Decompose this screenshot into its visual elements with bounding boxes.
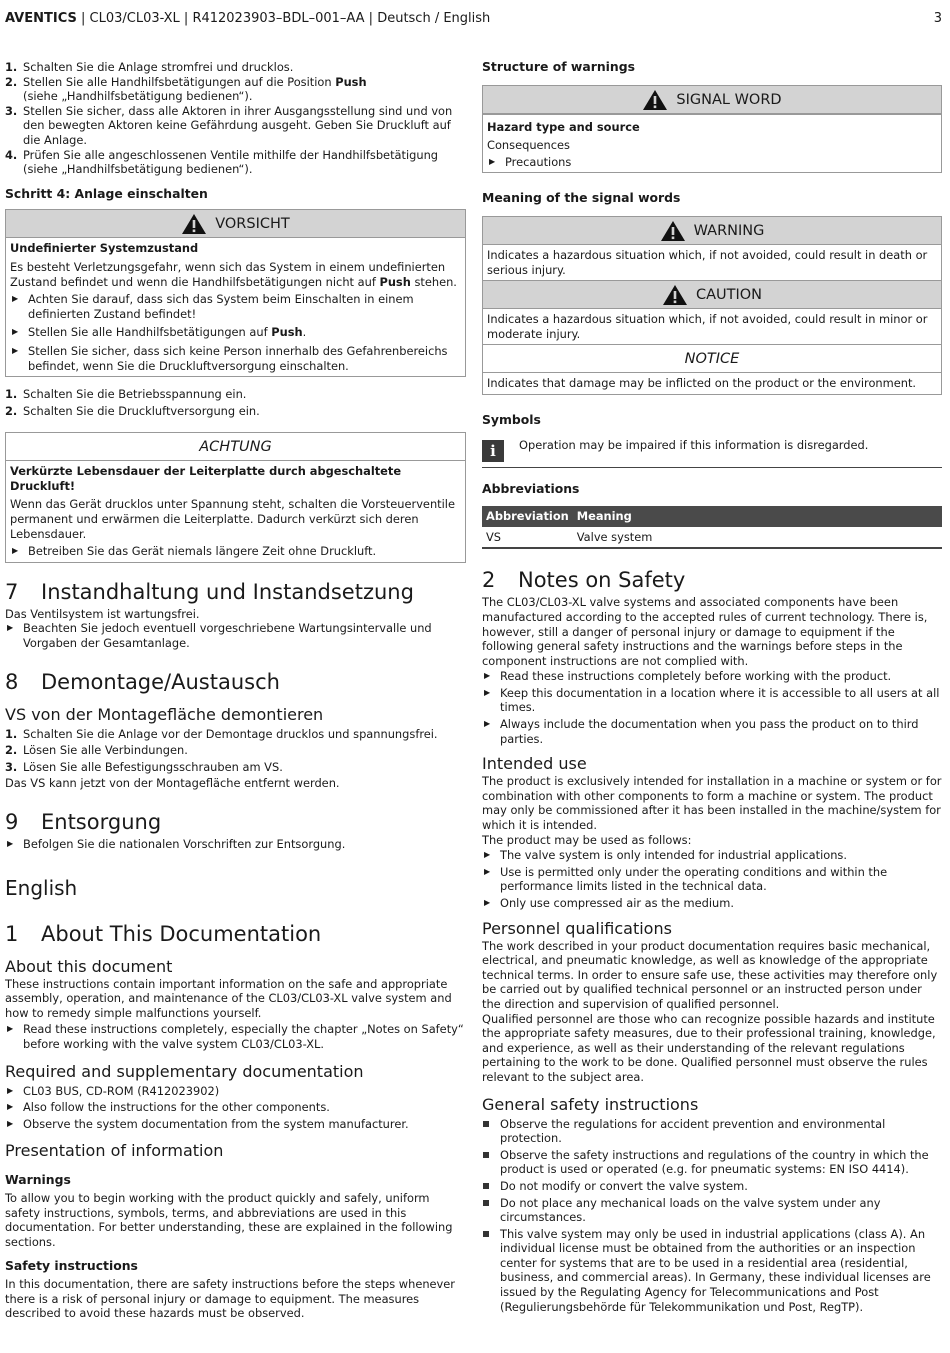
list-item: This valve system may only be used in industrial applications (class A). An individual license must be obtained from the authorities or an inspection center for systems that are to be used in a residential area (residential, business, and commercial areas). In Germany, these individual licenses are issued by the Regulating Agency for Telecommunications and Post (Regulierungsbehörde für Telekommunikation und Post, RegTP). <box>482 1227 942 1315</box>
paragraph: In this documentation, there are safety instructions before the steps whenever there is a risk of personal injury or damage to equipment. The measures described to avoid these hazards must be observed. <box>5 1276 455 1321</box>
hazard-title: Hazard type and source <box>487 119 640 134</box>
caution-box <box>5 209 466 377</box>
right-column <box>482 60 942 1314</box>
list-item: 2. Schalten Sie die Druckluftversorgung ein. <box>5 403 260 418</box>
sub-heading: VS von der Montagefläche demontieren <box>5 704 324 724</box>
paragraph: These instructions contain important information on the safe and appropriate assembly, operation, and maintenance of the CL03/CL03-XL valve system and how to remedy simple malfunctions yourself. <box>5 976 452 1020</box>
list-item: 3. Lösen Sie alle Befestigungsschrauben am VS. <box>5 759 283 774</box>
hazard-text: Es besteht Verletzungsgefahr, wenn sich das System in einem undefinierten Zustand befindet und wenn die Handhilfsbetätigungen nicht auf Push stehen. <box>10 259 457 289</box>
steps-list <box>5 387 466 418</box>
table-header: Abbreviation <box>482 506 573 527</box>
paragraph: The product may be used as follows: <box>482 832 692 847</box>
section-heading: 2 Notes on Safety <box>482 568 686 593</box>
list-item: 4. Prüfen Sie alle angeschlossenen Ventile mithilfe der Handhilfsbetätigung (siehe „Handhilfsbetätigung bedienen“). <box>5 147 439 177</box>
minor-heading: Safety instructions <box>5 1258 138 1274</box>
hazard-title: Undefinierter Systemzustand <box>10 241 199 256</box>
paragraph: Das Ventilsystem ist wartungsfrei. <box>5 606 200 621</box>
page-number: 3 <box>933 11 942 26</box>
hazard-text: Wenn das Gerät drucklos unter Spannung steht, schalten die Vorsteuerventile permanent und erwärmen die Leiterplatte. Dadurch verkürzt sich deren Lebensdauer. <box>10 497 455 541</box>
signal-bar: WARNING <box>483 217 941 245</box>
list-item: Observe the safety instructions and regulations of the country in which the product is used or operated (e.g. for pneumatic systems: EN ISO 4414). <box>482 1148 942 1177</box>
list-item: ▶ Also follow the instructions for the other components. <box>7 1100 330 1115</box>
section-heading: 7 Instandhaltung und Instandsetzung <box>5 579 414 604</box>
list-item: ▶ Stellen Sie alle Handhilfsbetätigungen auf Push. <box>12 325 307 340</box>
section-heading: 1 About This Documentation <box>5 921 322 946</box>
hazard-title: Verkürzte Lebensdauer der Leiterplatte durch abgeschaltete Druckluft! <box>10 464 402 493</box>
list-item: ▶ Only use compressed air as the medium. <box>484 896 734 910</box>
signal-meaning: Indicates that damage may be inflicted on the product or the environment. <box>487 376 917 391</box>
list-item: Do not place any mechanical loads on the valve system under any circumstances. <box>482 1196 942 1225</box>
symbol-text: Operation may be impaired if this information is disregarded. <box>519 437 869 452</box>
notice-box <box>5 432 466 563</box>
minor-heading: Meaning of the signal words <box>482 190 681 206</box>
list-item: ▶ Keep this documentation in a location where it is accessible to all users at all times. <box>484 685 940 715</box>
list-item: ▶ Use is permitted only under the operating conditions and within the performance limits listed in the technical data. <box>484 864 888 894</box>
sub-heading: About this document <box>5 956 173 976</box>
signal-words-box <box>482 216 942 395</box>
sub-heading: Personnel qualifications <box>482 918 672 938</box>
language-heading: English <box>5 875 78 900</box>
step-heading: Schritt 4: Anlage einschalten <box>5 185 208 201</box>
header-info: | CL03/CL03-XL | R412023903–BDL–001–AA | Deutsch / English <box>76 11 491 26</box>
signal-bar: CAUTION <box>483 281 941 309</box>
page-header <box>5 11 945 27</box>
list-item: ▶ The valve system is only intended for industrial applications. <box>484 848 847 863</box>
list-item: ▶ CL03 BUS, CD-ROM (R412023902) <box>7 1083 220 1098</box>
list-item: 2. Stellen Sie alle Handhilfsbetätigungen auf die Position Push (siehe „Handhilfsbetätigung bedienen“). <box>5 74 367 104</box>
list-item: Observe the regulations for accident prevention and environmental protection. <box>482 1117 942 1146</box>
warning-icon <box>642 89 668 111</box>
left-column <box>5 60 466 1321</box>
paragraph: The product is exclusively intended for installation in a machine or system or for combination with other components to form a machine or system. The product may only be commissioned after it has been installed in the machine/system for which it is intended. <box>482 774 942 833</box>
section-heading: 9 Entsorgung <box>5 810 162 834</box>
warning-icon <box>660 220 686 242</box>
list-item: ▶ Betreiben Sie das Gerät niemals längere Zeit ohne Druckluft. <box>12 544 377 559</box>
info-icon: i <box>482 440 504 462</box>
list-item: ▶ Befolgen Sie die nationalen Vorschriften zur Entsorgung. <box>7 837 346 851</box>
section-heading: 8 Demontage/Austausch <box>5 669 280 694</box>
signal-meaning: Indicates a hazardous situation which, if not avoided, could result in minor or moderate injury. <box>487 312 928 341</box>
list-item: 1. Schalten Sie die Anlage vor der Demontage drucklos und spannungsfrei. <box>5 726 438 741</box>
signal-bar: NOTICE <box>483 345 941 373</box>
table-header: Meaning <box>573 506 942 527</box>
sub-heading: Intended use <box>482 754 587 774</box>
abbreviation-table <box>482 506 942 549</box>
list-item: 1. Schalten Sie die Anlage stromfrei und drucklos. <box>5 60 294 74</box>
paragraph: Qualified personnel are those who can recognize possible hazards and institute the appropriate safety measures, due to their professional training, knowledge, and experience, as well as their understanding of the relevant regulations pertaining to the work to be done. Qualified personnel must observe the rules relevant to the subject area. <box>482 1011 936 1084</box>
minor-heading: Warnings <box>5 1172 71 1188</box>
warning-icon <box>662 284 688 306</box>
list-item: 2. Lösen Sie alle Verbindungen. <box>5 743 188 758</box>
brand: AVENTICS <box>5 11 77 26</box>
signal-bar: SIGNAL WORD <box>483 86 941 114</box>
paragraph: The work described in your product documentation requires basic mechanical, electrical, and pneumatic knowledge, as well as knowledge of the appropriate technical terms. In order to ensure safe use, these activities may therefore only be carried out by qualified technical personnel or an instructed person under the direction and supervision of qualified personnel. <box>482 938 938 1011</box>
list-item: ▶ Read these instructions completely, especially the chapter „Notes on Safety“ before working with the valve system CL03/CL03-XL. <box>7 1022 464 1051</box>
list-item: Do not modify or convert the valve system. <box>482 1179 942 1194</box>
paragraph: To allow you to begin working with the product quickly and safely, uniform safety instructions, symbols, terms, and abbreviations are used in this documentation. For better understanding, these are explained in the following sections. <box>5 1190 453 1249</box>
signal-bar: ACHTUNG <box>6 433 465 461</box>
warning-structure-box <box>482 85 942 174</box>
list-item: ▶ Stellen Sie sicher, dass sich keine Person innerhalb des Gefahrenbereichs befindet, wenn Sie die Druckluftversorgung einschalten. <box>12 343 448 373</box>
symbol-row <box>482 436 942 468</box>
list-item: 3. Stellen Sie sicher, dass alle Aktoren in ihrer Ausgangsstellung sind und von den bewegten Aktoren keine Gefährdung ausgeht. Geben Sie Druckluft auf die Anlage. <box>5 103 453 147</box>
list-item: 1. Schalten Sie die Betriebsspannung ein. <box>5 387 247 402</box>
warning-icon <box>181 213 207 235</box>
minor-heading: Structure of warnings <box>482 59 635 74</box>
sub-heading: General safety instructions <box>482 1094 699 1114</box>
list-item: ▶ Achten Sie darauf, dass sich das System beim Einschalten in einem definierten Zustand befindet! <box>12 292 414 321</box>
minor-heading: Symbols <box>482 411 541 427</box>
signal-bar: VORSICHT <box>6 210 465 238</box>
list-item: ▶ Beachten Sie jedoch eventuell vorgeschriebene Wartungsintervalle und Vorgaben der Gesamtanlage. <box>7 621 432 651</box>
minor-heading: Abbreviations <box>482 480 580 496</box>
sub-heading: Required and supplementary documentation <box>5 1061 364 1081</box>
consequences: Consequences <box>487 138 570 153</box>
list-item: ▶ Precautions <box>489 154 572 169</box>
paragraph: Das VS kann jetzt von der Montagefläche entfernt werden. <box>5 776 340 791</box>
table-row: VS Valve system <box>482 527 942 549</box>
steps-list <box>5 60 466 177</box>
signal-meaning: Indicates a hazardous situation which, if not avoided, could result in death or serious injury. <box>487 247 928 277</box>
list-item: ▶ Read these instructions completely before working with the product. <box>484 669 892 684</box>
paragraph: The CL03/CL03-XL valve systems and associated components have been manufactured according to the accepted rules of current technology. There is, however, still a danger of personal injury or damage to equipment if the following general safety instructions and the warnings before steps in the component instructions are not complied with. <box>482 595 928 668</box>
list-item: ▶ Observe the system documentation from the system manufacturer. <box>7 1116 409 1131</box>
list-item: ▶ Always include the documentation when you pass the product on to third parties. <box>484 717 919 746</box>
sub-heading: Presentation of information <box>5 1141 224 1161</box>
